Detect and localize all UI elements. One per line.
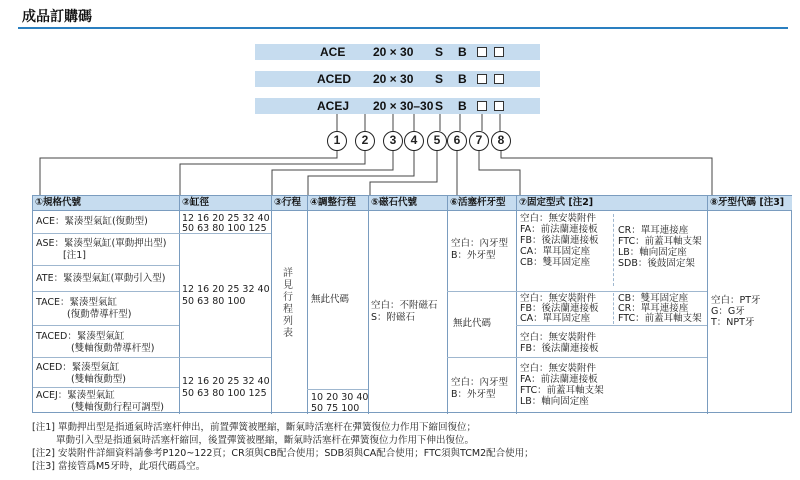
code-rod: B [458, 45, 467, 59]
header-rule [33, 210, 792, 211]
mount-split [613, 293, 614, 324]
row-divider [307, 389, 368, 390]
mount-2d: SDB：後鼓固定架 [618, 258, 695, 269]
index-circle-6: 6 [447, 131, 467, 151]
column-divider [179, 196, 180, 414]
spec-tace: TACE：緊湊型氣缸 [36, 297, 118, 308]
mount-split [613, 214, 614, 286]
mount-1a: 空白：無安裝附件 [520, 213, 597, 224]
rod-internal: 空白：內牙型 [451, 238, 509, 249]
index-circle-3: 3 [383, 131, 403, 151]
spec-ate: ATE：緊湊型氣缸(單動引入型) [36, 273, 166, 284]
mount-5b: FB：後法蘭連接板 [520, 343, 599, 354]
index-circle-1: 1 [327, 131, 347, 151]
footnotes [32, 421, 534, 473]
header-mounting: ⑦固定型式 [注2] [517, 196, 707, 210]
bore-group-1-line2: 50 63 80 100 125 [182, 223, 267, 234]
index-circle-2: 2 [355, 131, 375, 151]
mount-4b: CR：單耳連接座 [618, 303, 689, 314]
mount-3c: CA：單耳固定座 [520, 313, 591, 324]
spec-acej: ACEJ：緊湊型氣缸 [36, 390, 115, 401]
adjust-values: 10 20 30 40 [311, 392, 369, 403]
code-model: ACEJ [317, 99, 350, 113]
bore-group-2-line2: 50 63 80 100 [182, 296, 246, 307]
mount-4a: CB：雙耳固定座 [618, 293, 689, 304]
thread-npt: T：NPT牙 [711, 317, 755, 328]
mount-2b: FTC：前蓋耳軸支架 [618, 236, 702, 247]
mount-5a: 空白：無安裝附件 [520, 332, 597, 343]
bore-group-1: 12 16 20 25 32 40 [182, 213, 270, 224]
header-spec: ①規格代號 [33, 196, 179, 210]
mount-1d: CA：單耳固定座 [520, 246, 591, 257]
column-divider [271, 196, 272, 414]
code-magnet: S [435, 45, 444, 59]
order-code-table [32, 195, 792, 413]
mount-4c: FTC：前蓋耳軸支架 [618, 313, 702, 324]
row-divider [33, 233, 179, 234]
code-rod: B [458, 72, 467, 86]
code-rod: B [458, 99, 467, 113]
code-size: 20 × 30 [373, 45, 414, 59]
code-model: ACE [320, 45, 346, 59]
row-divider [447, 291, 707, 292]
column-divider [368, 196, 369, 414]
thread-pt: 空白：PT牙 [711, 295, 761, 306]
mount-6d: LB：軸向固定座 [520, 396, 589, 407]
row-divider [179, 357, 271, 358]
mount-3a: 空白：無安裝附件 [520, 293, 597, 304]
rod-internal-2: 空白：內牙型 [451, 377, 509, 388]
header-rod-thread: ⑥活塞杆牙型 [448, 196, 516, 210]
spec-ase-note: [注1] [63, 250, 86, 261]
index-circle-7: 7 [469, 131, 489, 151]
header-magnet: ⑤磁石代號 [369, 196, 447, 210]
column-divider [516, 196, 517, 414]
index-circle-8: 8 [491, 131, 511, 151]
spec-taced: TACED：緊湊型氣缸 [36, 331, 125, 342]
note-1-cont: 單動引入型是指通氣時活塞杆縮回，後置彈簧被壓縮，斷氣時活塞杆在彈簧復位力作用下伸出復位。 [56, 435, 475, 446]
note-1: [注1] 單動押出型是指通氣時活塞杆伸出，前置彈簧被壓縮，斷氣時活塞杆在彈簧復位力作用下縮回復位； [32, 422, 476, 433]
page-title: 成品訂購碼 [22, 9, 92, 25]
code-size: 20 × 30 [373, 72, 414, 86]
adjust-values-line2: 50 75 100 [311, 403, 360, 414]
spec-taced-sub: (雙軸復動帶導杆型) [71, 343, 155, 354]
rod-external: B：外牙型 [451, 250, 496, 261]
spec-acej-sub: (雙軸復動行程可調型) [71, 402, 164, 413]
code-magnet: S [435, 72, 444, 86]
row-divider [447, 357, 707, 358]
code-magnet: S [435, 99, 444, 113]
code-size: 20 × 30–30 [373, 99, 434, 113]
column-divider [307, 196, 308, 414]
bore-group-3: 12 16 20 25 32 40 [182, 376, 270, 387]
note-3: [注3] 當接管爲M5牙時，此項代碼爲空。 [32, 461, 206, 472]
spec-aced-sub: (雙軸復動型) [71, 374, 126, 385]
mount-2c: LB：軸向固定座 [618, 247, 687, 258]
header-stroke: ③行程 [272, 196, 307, 210]
row-divider [33, 325, 179, 326]
spec-tace-sub: (復動帶導杆型) [67, 309, 132, 320]
code-model: ACED [317, 72, 352, 86]
mount-1c: FB：後法蘭連接板 [520, 235, 599, 246]
row-divider [33, 265, 179, 266]
column-divider [447, 196, 448, 414]
row-divider [33, 291, 179, 292]
mount-1b: FA：前法蘭連接板 [520, 224, 598, 235]
stroke-note: 詳見行程列表 [283, 268, 293, 339]
magnet-none: 空白：不附磁石 [371, 300, 438, 311]
thread-g: G：G牙 [711, 306, 745, 317]
spec-ase: ASE：緊湊型氣缸(單動押出型) [36, 238, 167, 249]
mount-6b: FA：前法蘭連接板 [520, 374, 598, 385]
adjust-none: 無此代碼 [311, 294, 350, 305]
header-thread-code: ⑧牙型代碼 [注3] [708, 196, 792, 210]
index-circle-5: 5 [427, 131, 447, 151]
mount-6a: 空白：無安裝附件 [520, 363, 597, 374]
mount-1e: CB：雙耳固定座 [520, 257, 591, 268]
note-2: [注2] 安裝附件詳細資料請參考P120~122頁；CR須與CB配合使用；SDB須與CA配合使用；FTC須與TCM2配合使用； [32, 448, 534, 459]
mount-6c: FTC：前蓋耳軸支架 [520, 385, 604, 396]
row-divider [33, 357, 179, 358]
header-adjust: ④調整行程 [308, 196, 368, 210]
row-divider [516, 325, 707, 326]
rod-none: 無此代碼 [453, 318, 492, 329]
row-divider [33, 387, 179, 388]
spec-aced: ACED：緊湊型氣缸 [36, 362, 120, 373]
column-divider [707, 196, 708, 414]
leader-lines [0, 0, 800, 200]
index-circle-4: 4 [404, 131, 424, 151]
header-bore: ②缸徑 [180, 196, 271, 210]
bore-group-3-line2: 50 63 80 100 125 [182, 388, 267, 399]
magnet-with: S：附磁石 [371, 312, 416, 323]
mount-3b: FB：後法蘭連接板 [520, 303, 599, 314]
spec-ace: ACE：緊湊型氣缸(復動型) [36, 216, 148, 227]
mount-2a: CR：單耳連接座 [618, 225, 689, 236]
bore-group-2: 12 16 20 25 32 40 [182, 284, 270, 295]
rod-external-2: B：外牙型 [451, 389, 496, 400]
